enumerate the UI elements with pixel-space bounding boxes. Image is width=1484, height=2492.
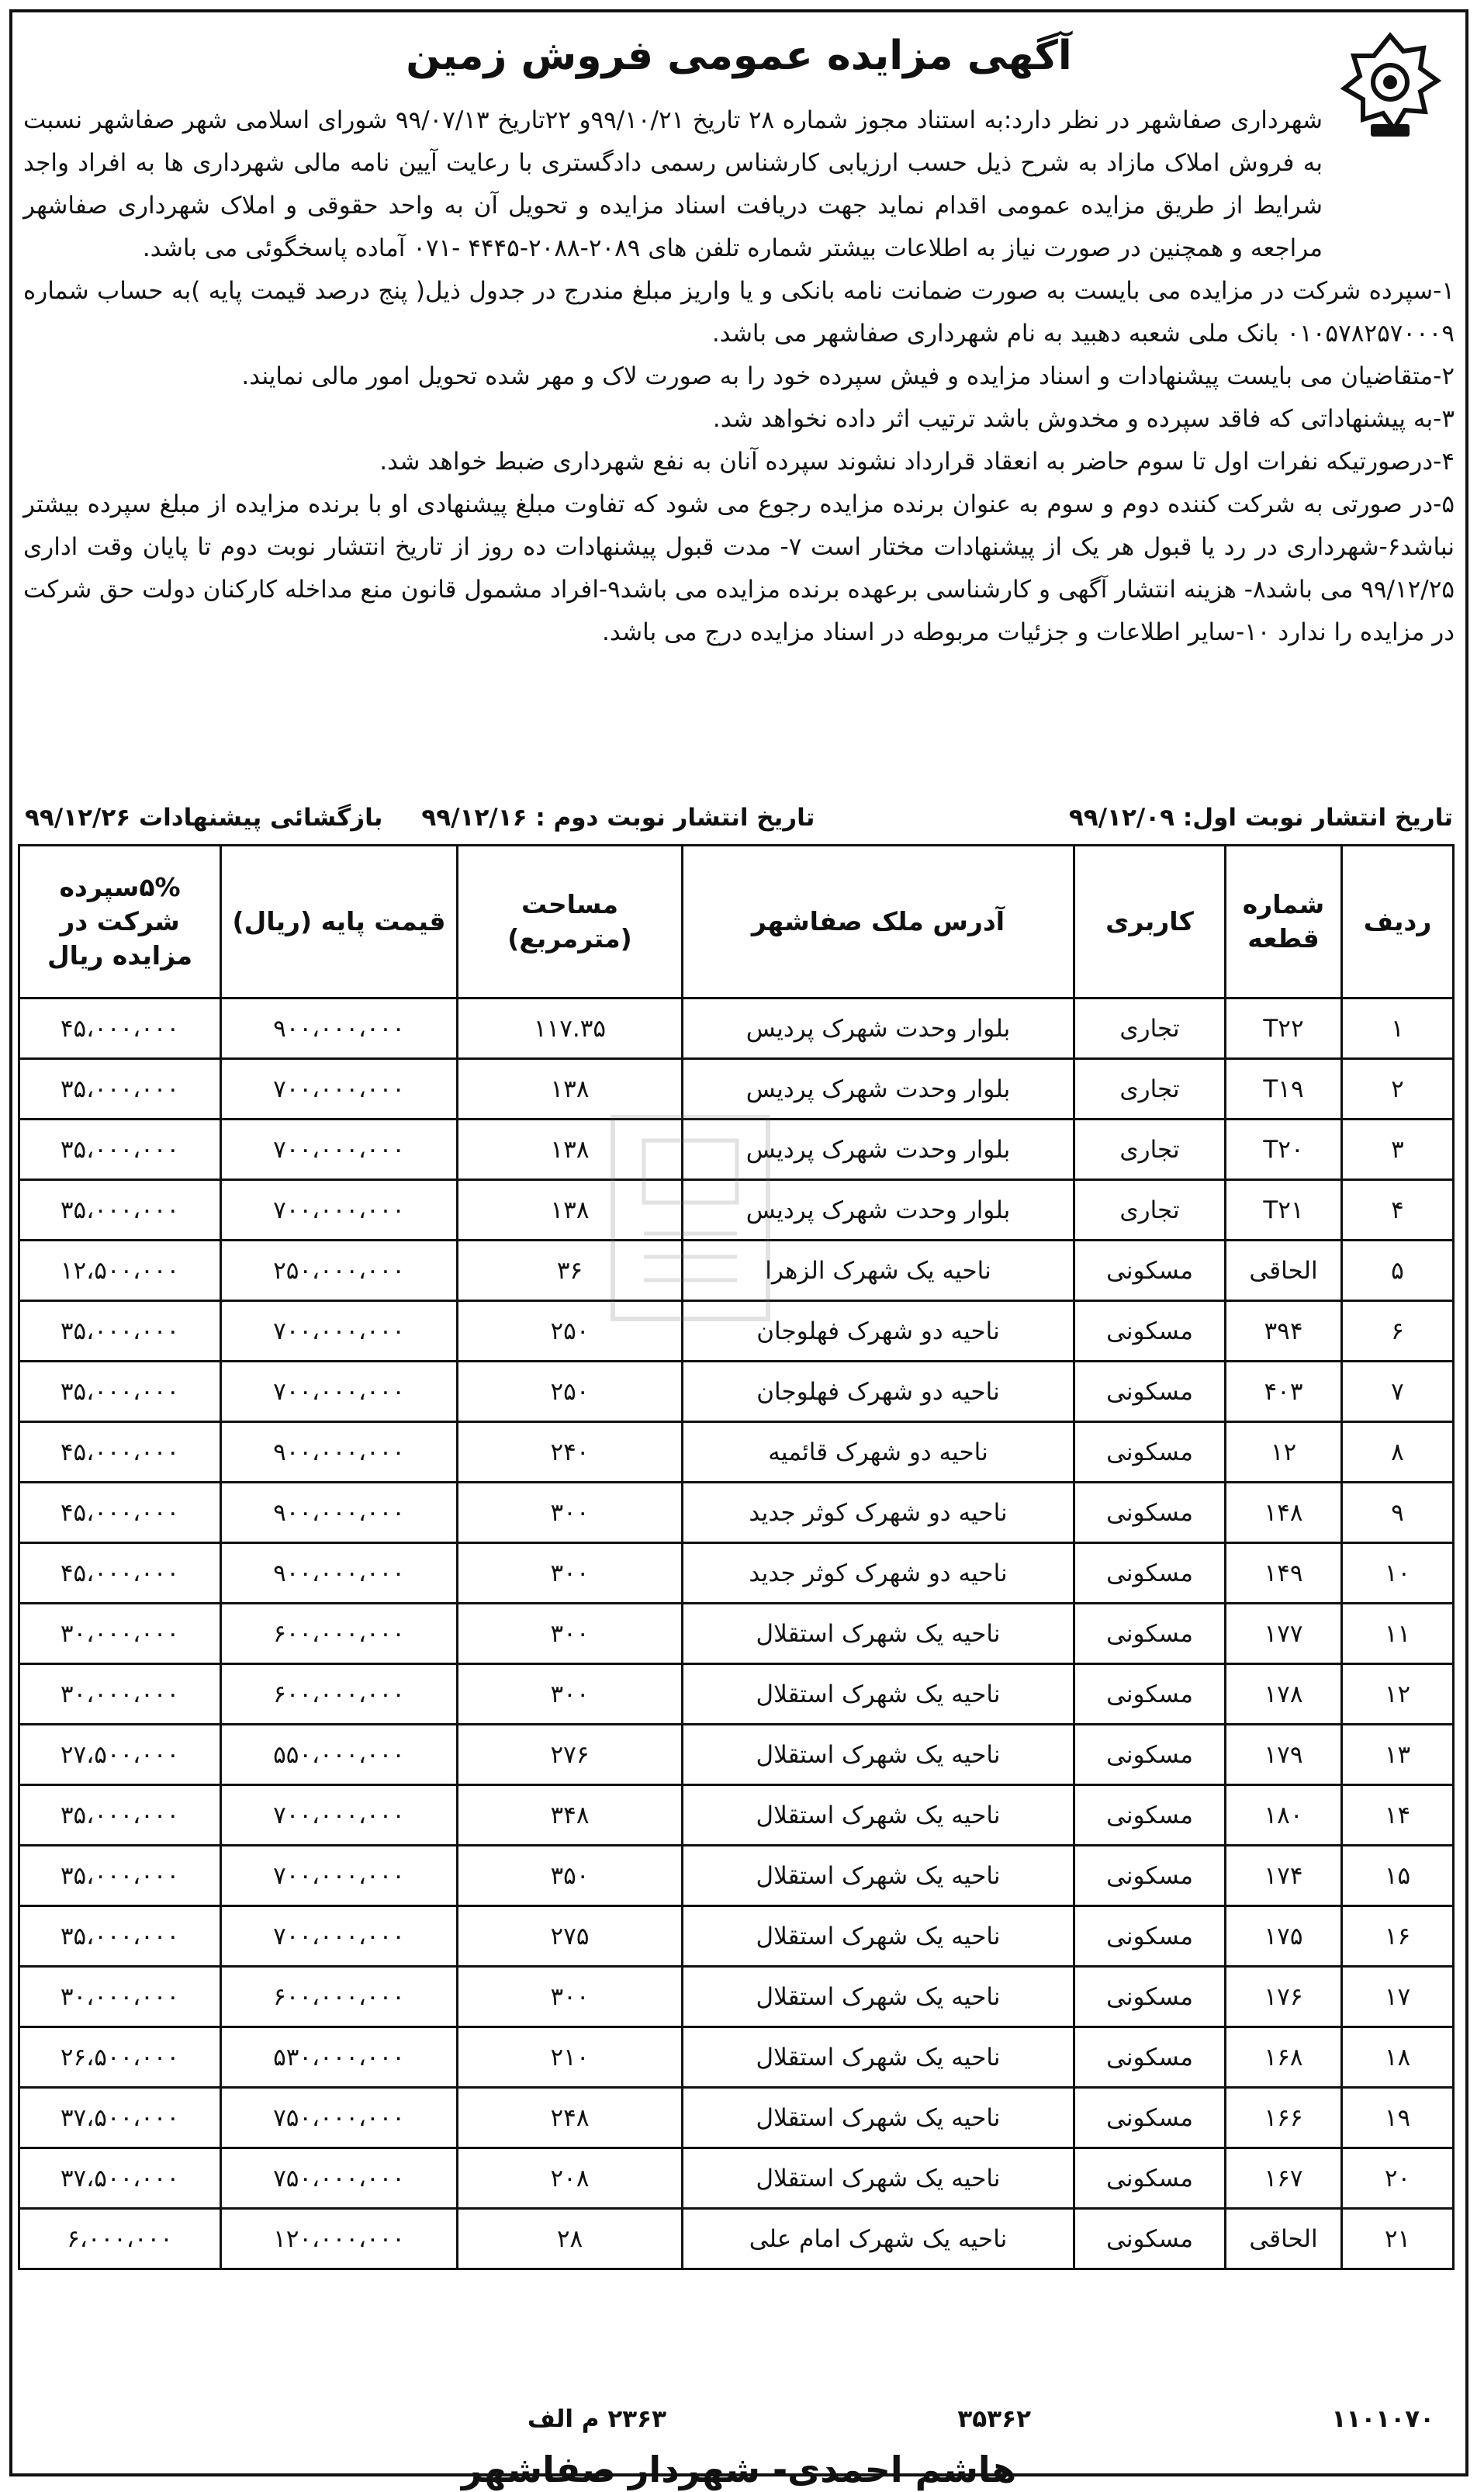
cell-row-number: ۶ [1342, 1301, 1454, 1362]
cell-usage: مسکونی [1074, 1725, 1226, 1785]
cell-area: ۳۶ [458, 1241, 683, 1301]
cell-usage: مسکونی [1074, 1543, 1226, 1604]
table-row [19, 2027, 1454, 2088]
cell-deposit: ۳۷،۵۰۰،۰۰۰ [19, 2088, 221, 2148]
cell-usage: مسکونی [1074, 2209, 1226, 2269]
cell-usage: تجاری [1074, 1059, 1226, 1120]
cell-row-number: ۷ [1342, 1362, 1454, 1422]
cell-base-price: ۵۵۰،۰۰۰،۰۰۰ [221, 1725, 458, 1785]
table-row [19, 2209, 1454, 2269]
cell-usage: مسکونی [1074, 1301, 1226, 1362]
condition-4: ۴-درصورتیکه نفرات اول تا سوم حاضر به انعقاد قرارداد نشوند سپرده آنان به نفع شهرداری ضبط خواهد شد. [379, 448, 1455, 476]
cell-area: ۲۸ [458, 2209, 683, 2269]
table-row [19, 1483, 1454, 1543]
first-publication-date: تاریخ انتشار نوبت اول: ۹۹/۱۲/۰۹ [1068, 804, 1453, 832]
cell-row-number: ۱۹ [1342, 2088, 1454, 2148]
cell-area: ۲۴۰ [458, 1422, 683, 1483]
cell-base-price: ۶۰۰،۰۰۰،۰۰۰ [221, 1967, 458, 2027]
cell-row-number: ۱۱ [1342, 1604, 1454, 1664]
cell-deposit: ۳۵،۰۰۰،۰۰۰ [19, 1906, 221, 1967]
cell-base-price: ۵۳۰،۰۰۰،۰۰۰ [221, 2027, 458, 2088]
cell-area: ۱۳۸ [458, 1059, 683, 1120]
cell-plot-number: T۲۰ [1226, 1120, 1342, 1180]
cell-area: ۱۳۸ [458, 1120, 683, 1180]
cell-row-number: ۲۰ [1342, 2148, 1454, 2209]
condition-5-10: ۵-در صورتی به شرکت کننده دوم و سوم به عنوان برنده مزایده رجوع می شود که تفاوت مبلغ پیشنهادی او با برنده مزایده از مبلغ سپرده بیشتر نباشد۶-شهرداری در رد یا قبول هر یک از پیشنهادات مختار است ۷- مدت قبول پیشنهادات ده روز از تاریخ انتشار نوبت دوم تا پایان وقت اداری ۹۹/۱۲/۲۵ می باشد۸- هزینه انتشار آگهی و کارشناسی برعهده برنده مزایده می باشد۹-افراد مشمول قانون منع مداخله کارکنان دولت حق شرکت در مزایده را ندارد ۱۰-سایر اطلاعات و جزئیات مربوطه در اسناد مزایده درج می باشد. [23, 490, 1455, 646]
table-row [19, 2088, 1454, 2148]
cell-usage: مسکونی [1074, 1906, 1226, 1967]
header-usage: کاربری [1074, 846, 1226, 999]
header-area: مساحت (مترمربع) [458, 846, 683, 999]
cell-plot-number: ۱۶۸ [1226, 2027, 1342, 2088]
cell-usage: مسکونی [1074, 2027, 1226, 2088]
cell-deposit: ۳۰،۰۰۰،۰۰۰ [19, 1967, 221, 2027]
cell-row-number: ۱۳ [1342, 1725, 1454, 1785]
cell-base-price: ۲۵۰،۰۰۰،۰۰۰ [221, 1241, 458, 1301]
cell-address: ناحیه دو شهرک قائمیه [683, 1422, 1074, 1483]
cell-row-number: ۲۱ [1342, 2209, 1454, 2269]
cell-base-price: ۹۰۰،۰۰۰،۰۰۰ [221, 999, 458, 1059]
cell-usage: مسکونی [1074, 1785, 1226, 1846]
cell-usage: تجاری [1074, 1180, 1226, 1241]
cell-plot-number: ۱۷۹ [1226, 1725, 1342, 1785]
cell-deposit: ۴۵،۰۰۰،۰۰۰ [19, 1543, 221, 1604]
cell-address: ناحیه دو شهرک کوثر جدید [683, 1483, 1074, 1543]
cell-area: ۲۷۵ [458, 1906, 683, 1967]
table-row [19, 999, 1454, 1059]
cell-usage: مسکونی [1074, 1362, 1226, 1422]
cell-row-number: ۱۵ [1342, 1846, 1454, 1906]
cell-plot-number: ۱۲ [1226, 1422, 1342, 1483]
cell-area: ۳۰۰ [458, 1483, 683, 1543]
cell-deposit: ۴۵،۰۰۰،۰۰۰ [19, 1422, 221, 1483]
cell-row-number: ۱۷ [1342, 1967, 1454, 2027]
notice-title: آگهی مزایده عمومی فروش زمین [406, 33, 1072, 79]
cell-area: ۱۱۷.۳۵ [458, 999, 683, 1059]
cell-area: ۳۴۸ [458, 1785, 683, 1846]
cell-deposit: ۲۷،۵۰۰،۰۰۰ [19, 1725, 221, 1785]
cell-row-number: ۱ [1342, 999, 1454, 1059]
cell-base-price: ۶۰۰،۰۰۰،۰۰۰ [221, 1604, 458, 1664]
intro-paragraph: شهرداری صفاشهر در نظر دارد:به استناد مجوز شماره ۲۸ تاریخ ۹۹/۱۰/۲۱و ۲۲تاریخ ۹۹/۰۷/۱۳ شورای اسلامی شهر صفاشهر نسبت به فروش املاک مازاد به شرح ذیل حسب ارزیابی کارشناس رسمی دادگستری با رعایت آیین نامه مالی شهرداری ها به افراد واجد شرایط از طریق مزایده عمومی اقدام نماید جهت دریافت اسناد مزایده و تحویل آن به واحد حقوقی و املاک شهرداری صفاشهر مراجعه و همچنین در صورت نیاز به اطلاعات بیشتر شماره تلفن های ۲۰۸۹-۲۰۸۸-۴۴۴۵ -۰۷۱ آماده پاسخگوئی می باشد. [23, 106, 1323, 262]
table-row [19, 1906, 1454, 1967]
cell-deposit: ۳۷،۵۰۰،۰۰۰ [19, 2148, 221, 2209]
properties-table-wrap [23, 844, 1455, 2270]
cell-area: ۲۵۰ [458, 1301, 683, 1362]
cell-usage: مسکونی [1074, 2148, 1226, 2209]
cell-plot-number: الحاقی [1226, 2209, 1342, 2269]
cell-base-price: ۷۵۰،۰۰۰،۰۰۰ [221, 2088, 458, 2148]
cell-address: بلوار وحدت شهرک پردیس [683, 1120, 1074, 1180]
cell-deposit: ۳۵،۰۰۰،۰۰۰ [19, 1120, 221, 1180]
cell-plot-number: ۴۰۳ [1226, 1362, 1342, 1422]
cell-row-number: ۹ [1342, 1483, 1454, 1543]
cell-usage: مسکونی [1074, 1241, 1226, 1301]
table-row [19, 1967, 1454, 2027]
cell-address: ناحیه دو شهرک کوثر جدید [683, 1543, 1074, 1604]
footer-code-middle: ۳۵۳۶۲ [957, 2405, 1031, 2433]
cell-usage: مسکونی [1074, 1846, 1226, 1906]
second-publication-date: تاریخ انتشار نوبت دوم : ۹۹/۱۲/۱۶ [421, 804, 815, 832]
cell-area: ۲۷۶ [458, 1725, 683, 1785]
cell-deposit: ۳۵،۰۰۰،۰۰۰ [19, 1059, 221, 1120]
notice-body [23, 99, 1455, 654]
footer-codes [12, 2405, 1465, 2439]
cell-usage: مسکونی [1074, 1483, 1226, 1543]
cell-base-price: ۷۰۰،۰۰۰،۰۰۰ [221, 1180, 458, 1241]
cell-plot-number: ۱۶۶ [1226, 2088, 1342, 2148]
cell-address: ناحیه یک شهرک استقلال [683, 1725, 1074, 1785]
cell-area: ۳۰۰ [458, 1543, 683, 1604]
cell-row-number: ۱۴ [1342, 1785, 1454, 1846]
cell-area: ۳۰۰ [458, 1604, 683, 1664]
cell-area: ۲۰۸ [458, 2148, 683, 2209]
cell-deposit: ۳۵،۰۰۰،۰۰۰ [19, 1180, 221, 1241]
cell-row-number: ۵ [1342, 1241, 1454, 1301]
cell-area: ۲۴۸ [458, 2088, 683, 2148]
cell-usage: مسکونی [1074, 1422, 1226, 1483]
table-row [19, 1604, 1454, 1664]
cell-deposit: ۳۵،۰۰۰،۰۰۰ [19, 1301, 221, 1362]
cell-base-price: ۷۰۰،۰۰۰،۰۰۰ [221, 1120, 458, 1180]
cell-area: ۳۰۰ [458, 1967, 683, 2027]
cell-plot-number: ۱۷۵ [1226, 1906, 1342, 1967]
cell-plot-number: الحاقی [1226, 1241, 1342, 1301]
cell-plot-number: ۱۸۰ [1226, 1785, 1342, 1846]
cell-deposit: ۳۵،۰۰۰،۰۰۰ [19, 1846, 221, 1906]
cell-row-number: ۸ [1342, 1422, 1454, 1483]
header-deposit: ۵%سپرده شرکت در مزایده ریال [19, 846, 221, 999]
cell-plot-number: ۱۷۸ [1226, 1664, 1342, 1725]
header-address: آدرس ملک صفاشهر [683, 846, 1074, 999]
cell-plot-number: T۱۹ [1226, 1059, 1342, 1120]
cell-address: ناحیه یک شهرک استقلال [683, 2088, 1074, 2148]
cell-plot-number: ۱۶۷ [1226, 2148, 1342, 2209]
cell-address: ناحیه یک شهرک استقلال [683, 1664, 1074, 1725]
cell-deposit: ۳۵،۰۰۰،۰۰۰ [19, 1785, 221, 1846]
cell-address: بلوار وحدت شهرک پردیس [683, 999, 1074, 1059]
cell-address: ناحیه یک شهرک استقلال [683, 2027, 1074, 2088]
cell-base-price: ۹۰۰،۰۰۰،۰۰۰ [221, 1422, 458, 1483]
cell-plot-number: ۳۹۴ [1226, 1301, 1342, 1362]
properties-table [18, 844, 1455, 2270]
cell-base-price: ۷۰۰،۰۰۰،۰۰۰ [221, 1785, 458, 1846]
cell-area: ۲۵۰ [458, 1362, 683, 1422]
cell-deposit: ۶،۰۰۰،۰۰۰ [19, 2209, 221, 2269]
cell-address: ناحیه یک شهرک امام علی [683, 2209, 1074, 2269]
opening-date: بازگشائی پیشنهادات ۹۹/۱۲/۲۶ [25, 804, 383, 832]
cell-area: ۳۵۰ [458, 1846, 683, 1906]
cell-base-price: ۷۵۰،۰۰۰،۰۰۰ [221, 2148, 458, 2209]
cell-area: ۱۳۸ [458, 1180, 683, 1241]
cell-base-price: ۹۰۰،۰۰۰،۰۰۰ [221, 1483, 458, 1543]
cell-row-number: ۱۶ [1342, 1906, 1454, 1967]
cell-base-price: ۷۰۰،۰۰۰،۰۰۰ [221, 1059, 458, 1120]
cell-row-number: ۱۲ [1342, 1664, 1454, 1725]
cell-address: ناحیه یک شهرک استقلال [683, 2148, 1074, 2209]
cell-deposit: ۳۵،۰۰۰،۰۰۰ [19, 1362, 221, 1422]
cell-usage: مسکونی [1074, 2088, 1226, 2148]
cell-base-price: ۷۰۰،۰۰۰،۰۰۰ [221, 1846, 458, 1906]
cell-usage: مسکونی [1074, 1664, 1226, 1725]
cell-area: ۲۱۰ [458, 2027, 683, 2088]
cell-plot-number: ۱۷۶ [1226, 1967, 1342, 2027]
cell-base-price: ۷۰۰،۰۰۰،۰۰۰ [221, 1906, 458, 1967]
cell-deposit: ۳۰،۰۰۰،۰۰۰ [19, 1604, 221, 1664]
cell-usage: مسکونی [1074, 1604, 1226, 1664]
cell-address: ناحیه یک شهرک استقلال [683, 1785, 1074, 1846]
table-row [19, 1664, 1454, 1725]
cell-deposit: ۳۰،۰۰۰،۰۰۰ [19, 1664, 221, 1725]
condition-2: ۲-متقاضیان می بایست پیشنهادات و اسناد مزایده و فیش سپرده خود را به صورت لاک و مهر شده تحویل امور مالی نمایند. [241, 362, 1455, 390]
cell-address: بلوار وحدت شهرک پردیس [683, 1180, 1074, 1241]
cell-address: ناحیه دو شهرک فهلوجان [683, 1362, 1074, 1422]
cell-plot-number: ۱۴۹ [1226, 1543, 1342, 1604]
cell-row-number: ۱۰ [1342, 1543, 1454, 1604]
cell-base-price: ۹۰۰،۰۰۰،۰۰۰ [221, 1543, 458, 1604]
table-row [19, 1725, 1454, 1785]
table-row [19, 1543, 1454, 1604]
header-plot-number: شماره قطعه [1226, 846, 1342, 999]
cell-address: ناحیه یک شهرک استقلال [683, 1906, 1074, 1967]
cell-row-number: ۴ [1342, 1180, 1454, 1241]
cell-address: ناحیه یک شهرک الزهرا [683, 1241, 1074, 1301]
cell-usage: تجاری [1074, 999, 1226, 1059]
cell-deposit: ۱۲،۵۰۰،۰۰۰ [19, 1241, 221, 1301]
watermark-stamp-icon [597, 1109, 784, 1327]
cell-row-number: ۳ [1342, 1120, 1454, 1180]
table-row [19, 1785, 1454, 1846]
cell-plot-number: T۲۲ [1226, 999, 1342, 1059]
footer-code-right: ۲۳۶۳ م الف [527, 2405, 666, 2433]
cell-plot-number: ۱۷۷ [1226, 1604, 1342, 1664]
table-row [19, 2148, 1454, 2209]
cell-usage: تجاری [1074, 1120, 1226, 1180]
condition-1: ۱-سپرده شرکت در مزایده می بایست به صورت ضمانت نامه بانکی و یا واریز مبلغ مندرج در جدول ذیل( پنج درصد قیمت پایه )به حساب شماره ۰۱۰۵۷۸۲۵۷۰۰۰۹ بانک ملی شعبه دهبید به نام شهرداری صفاشهر می باشد. [23, 277, 1455, 348]
footer-code-left: ۱۱۰۱۰۷۰ [1331, 2405, 1434, 2433]
cell-deposit: ۲۶،۵۰۰،۰۰۰ [19, 2027, 221, 2088]
cell-plot-number: ۱۴۸ [1226, 1483, 1342, 1543]
table-header-row [19, 846, 1454, 999]
cell-deposit: ۴۵،۰۰۰،۰۰۰ [19, 999, 221, 1059]
header-row-number: ردیف [1342, 846, 1454, 999]
publication-dates [25, 801, 1453, 835]
cell-base-price: ۱۲۰،۰۰۰،۰۰۰ [221, 2209, 458, 2269]
cell-base-price: ۷۰۰،۰۰۰،۰۰۰ [221, 1301, 458, 1362]
cell-plot-number: T۲۱ [1226, 1180, 1342, 1241]
cell-deposit: ۴۵،۰۰۰،۰۰۰ [19, 1483, 221, 1543]
cell-address: بلوار وحدت شهرک پردیس [683, 1059, 1074, 1120]
cell-base-price: ۷۰۰،۰۰۰،۰۰۰ [221, 1362, 458, 1422]
cell-address: ناحیه یک شهرک استقلال [683, 1846, 1074, 1906]
table-row [19, 1846, 1454, 1906]
cell-address: ناحیه یک شهرک استقلال [683, 1604, 1074, 1664]
cell-plot-number: ۱۷۴ [1226, 1846, 1342, 1906]
cell-usage: مسکونی [1074, 1967, 1226, 2027]
cell-area: ۳۰۰ [458, 1664, 683, 1725]
table-row [19, 1362, 1454, 1422]
signature: هاشم احمدی- شهردار صفاشهر [461, 2449, 1017, 2490]
cell-row-number: ۱۸ [1342, 2027, 1454, 2088]
cell-address: ناحیه دو شهرک فهلوجان [683, 1301, 1074, 1362]
cell-address: ناحیه یک شهرک استقلال [683, 1967, 1074, 2027]
condition-3: ۳-به پیشنهاداتی که فاقد سپرده و مخدوش باشد ترتیب اثر داده نخواهد شد. [712, 405, 1455, 433]
cell-row-number: ۲ [1342, 1059, 1454, 1120]
header-base-price: قیمت پایه (ریال) [221, 846, 458, 999]
cell-base-price: ۶۰۰،۰۰۰،۰۰۰ [221, 1664, 458, 1725]
table-row [19, 1422, 1454, 1483]
